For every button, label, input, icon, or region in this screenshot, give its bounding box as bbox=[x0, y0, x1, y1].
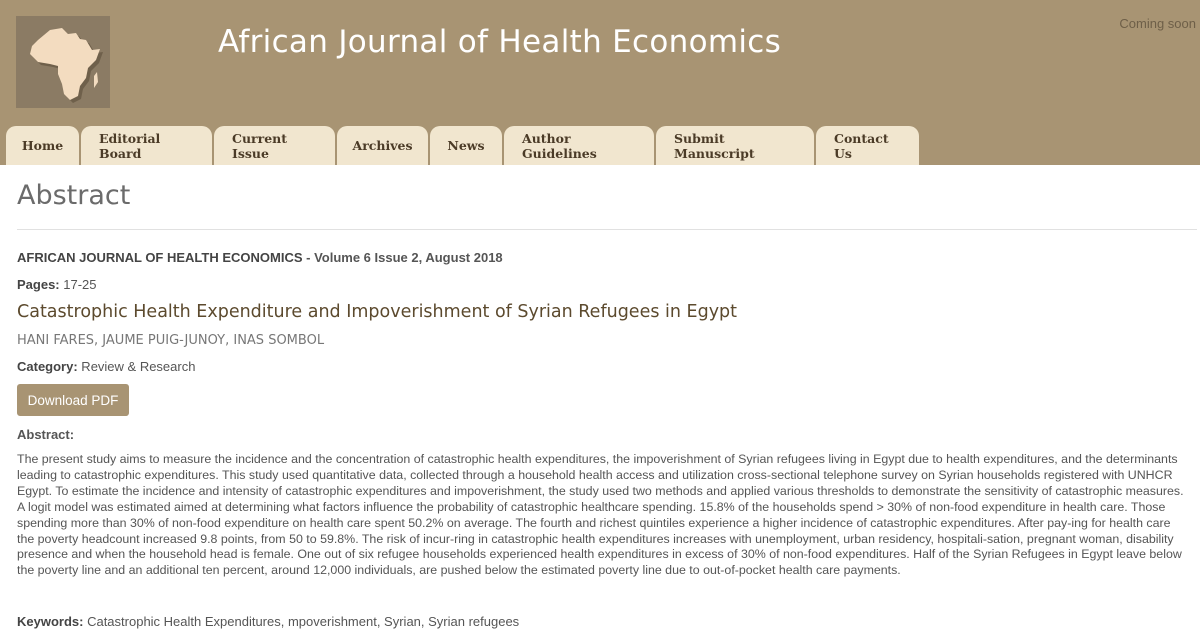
nav-current-issue[interactable]: Current Issue bbox=[214, 126, 335, 165]
nav-news[interactable]: News bbox=[430, 126, 502, 165]
pages-info bbox=[17, 277, 97, 292]
main-nav bbox=[6, 126, 919, 165]
pages-label: Pages: bbox=[17, 277, 60, 292]
download-pdf-button[interactable]: Download PDF bbox=[17, 384, 129, 416]
nav-editorial-board[interactable]: Editorial Board bbox=[81, 126, 212, 165]
nav-archives[interactable]: Archives bbox=[337, 126, 428, 165]
abstract-label: Abstract: bbox=[17, 427, 75, 442]
category-info bbox=[17, 359, 195, 374]
site-title: African Journal of Health Economics bbox=[218, 24, 782, 60]
article-title: Catastrophic Health Expenditure and Impoverishment of Syrian Refugees in Egypt bbox=[17, 302, 738, 322]
page-title: Abstract bbox=[17, 180, 131, 211]
africa-map-icon bbox=[16, 16, 110, 108]
nav-submit-manuscript[interactable]: Submit Manuscript bbox=[656, 126, 814, 165]
title-divider bbox=[17, 229, 1197, 230]
keywords-value: Catastrophic Health Expenditures, mpoverishment, Syrian, Syrian refugees bbox=[83, 614, 520, 629]
article-authors: HANI FARES, JAUME PUIG-JUNOY, INAS SOMBOL bbox=[17, 333, 325, 348]
keywords-info bbox=[17, 614, 519, 629]
category-value: Review & Research bbox=[77, 359, 196, 374]
nav-author-guidelines[interactable]: Author Guidelines bbox=[504, 126, 654, 165]
nav-contact-us[interactable]: Contact Us bbox=[816, 126, 919, 165]
site-header bbox=[0, 0, 1200, 165]
africa-map-logo[interactable] bbox=[16, 16, 110, 108]
pages-value: 17-25 bbox=[59, 277, 97, 292]
nav-home[interactable]: Home bbox=[6, 126, 79, 165]
abstract-text: The present study aims to measure the incidence and the concentration of catastrophic health expenditures, the impoverishment of Syrian refugees living in Egypt due to health expenditures, and the determinants leading to catastrophic expenditures. This study used quantitative data, collected through a household health access and utilization cross-sectional telephone survey on Syrian households registered with UNHCR Egypt. To estimate the incidence and intensity of catastrophic expenditures and impoverishment, the study used two methods and applied various thresholds to demonstrate the sensitivity of catastrophic measures. A logit model was estimated aimed at determining what factors influence the probability of catastrophic healthcare spending. 15.8% of the households spend > 30% of non-food expenditure in health care. Those spending more than 30% of non-food expenditure on health care spent 50.2% on average. The fourth and richest quintiles experience a higher incidence of catastrophic expenditures. After pay-ing for health care the poverty headcount increased 9.8 points, from 50 to 59.8%. The risk of incur-ring in catastrophic health expenditures increases with unemployment, urban residency, hospitali-sation, pregnant woman, disability presence and when the household head is female. One out of six refugee households experienced health expenditures in excess of 30% of non-food expenditures. Half of the Syrian Refugees in Egypt leave below the poverty line and an additional ten percent, around 12,000 individuals, are pushed below the estimated poverty line due to out-of-pocket health care payments. bbox=[17, 452, 1184, 578]
coming-soon-text: Coming soon bbox=[1119, 16, 1196, 31]
category-label: Category: bbox=[17, 359, 78, 374]
keywords-label: Keywords: bbox=[17, 614, 84, 629]
journal-info bbox=[17, 250, 503, 265]
issue-info: - Volume 6 Issue 2, August 2018 bbox=[302, 250, 503, 265]
journal-name: AFRICAN JOURNAL OF HEALTH ECONOMICS bbox=[17, 250, 303, 265]
